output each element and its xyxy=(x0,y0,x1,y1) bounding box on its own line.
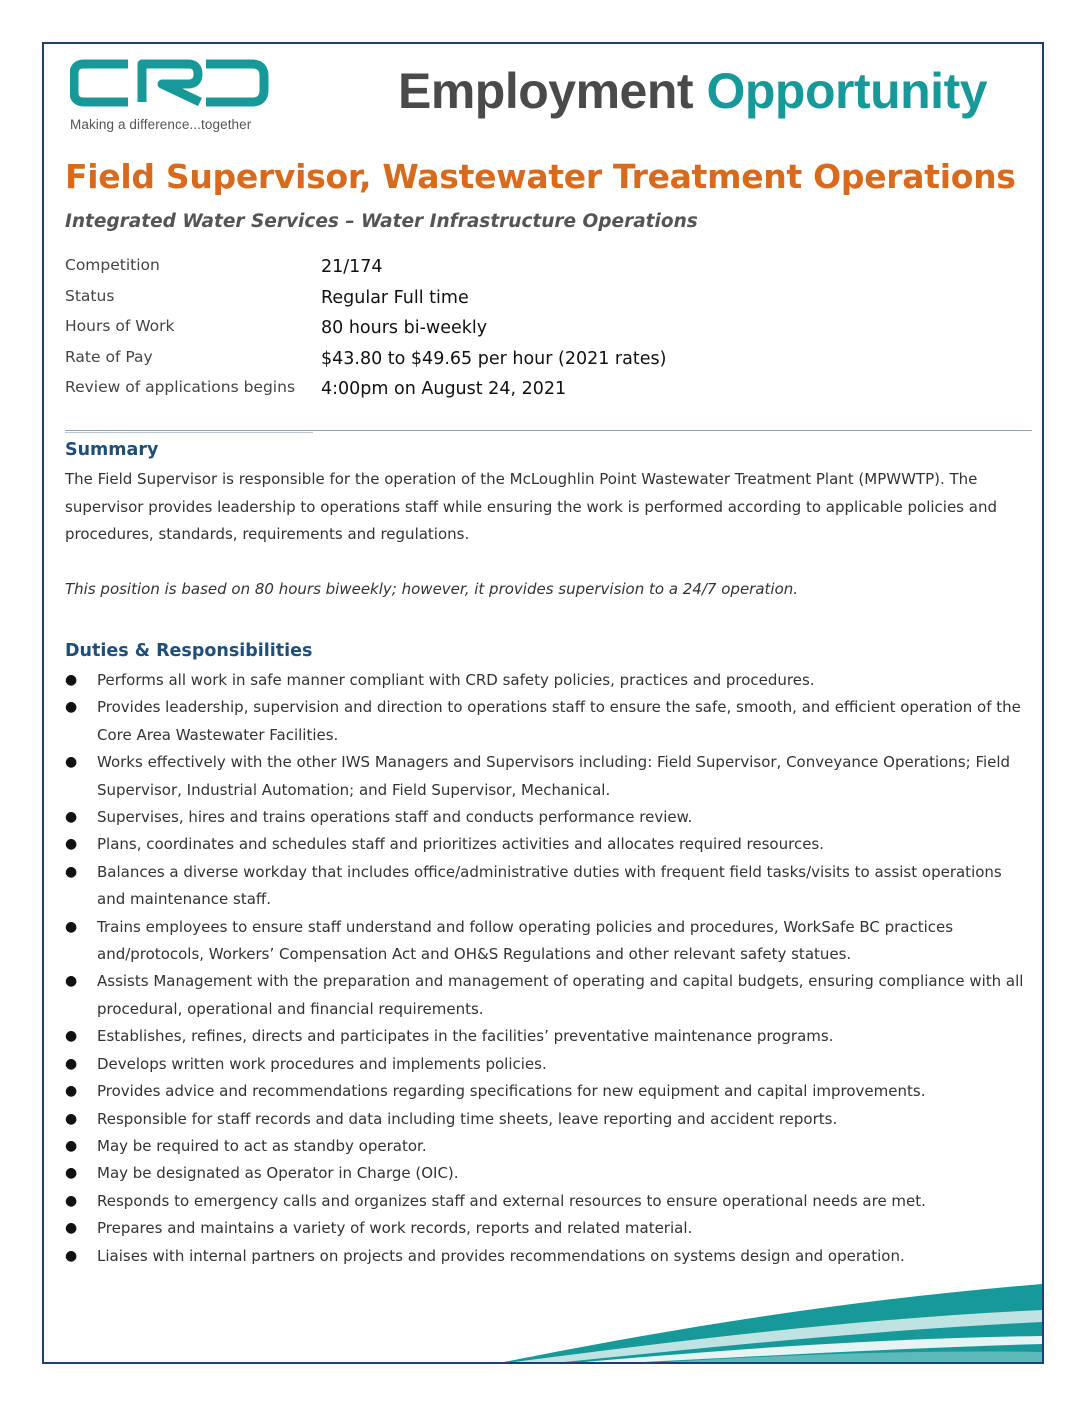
job-details-table xyxy=(65,255,765,408)
list-item xyxy=(65,1215,1025,1242)
duty-text: Assists Management with the preparation and management of operating and capital budgets, ensuring compliance with all procedural, operational and financial requirements. xyxy=(97,972,1024,1018)
bullet-dot-icon: ● xyxy=(65,1220,78,1237)
bullet-dot-icon: ● xyxy=(65,1055,78,1072)
summary-heading: Summary xyxy=(65,440,159,460)
bullet-dot-icon: ● xyxy=(65,1192,78,1209)
bullet-dot-icon: ● xyxy=(65,1137,78,1154)
list-item xyxy=(65,831,1025,858)
detail-label: Rate of Pay xyxy=(65,347,153,366)
bullet-dot-icon: ● xyxy=(65,699,78,716)
detail-label: Hours of Work xyxy=(65,317,175,335)
detail-row-status xyxy=(65,286,765,317)
list-item xyxy=(65,694,1025,749)
duty-text: Balances a diverse workday that includes office/administrative duties with frequent field tasks/visits to assist operations and maintenance staff. xyxy=(97,862,1002,909)
list-item xyxy=(65,1023,1025,1050)
list-item xyxy=(65,1243,1025,1270)
bullet-dot-icon: ● xyxy=(65,754,78,771)
duty-text: Supervises, hires and trains operations staff and conducts performance review. xyxy=(97,808,693,827)
duty-text: May be required to act as standby operator. xyxy=(97,1136,427,1155)
bullet-dot-icon: ● xyxy=(65,973,78,990)
detail-value: 4:00pm on August 24, 2021 xyxy=(321,379,567,399)
bullet-dot-icon: ● xyxy=(65,836,78,853)
detail-value: 21/174 xyxy=(321,257,383,277)
list-item xyxy=(65,1160,1025,1187)
duty-text: Responds to emergency calls and organizes staff and external resources to ensure operational needs are met. xyxy=(97,1191,926,1210)
duty-text: Liaises with internal partners on projects and provides recommendations on systems design and operation. xyxy=(97,1246,905,1265)
section-divider-accent xyxy=(65,432,313,433)
list-item xyxy=(65,1133,1025,1160)
duty-text: Provides leadership, supervision and direction to operations staff to ensure the safe, smooth, and efficient operation of the Core Area Wastewater Facilities. xyxy=(97,698,1021,744)
bullet-dot-icon: ● xyxy=(65,863,78,880)
bullet-dot-icon: ● xyxy=(65,1247,78,1264)
detail-value: $43.80 to $49.65 per hour (2021 rates) xyxy=(321,348,667,369)
list-item xyxy=(65,859,1025,914)
duties-list xyxy=(65,667,1025,1270)
decorative-wave xyxy=(44,1270,1042,1362)
department-subtitle: Integrated Water Services – Water Infrastructure Operations xyxy=(65,211,698,232)
banner-word-opportunity: Opportunity xyxy=(706,63,988,119)
duties-heading: Duties & Responsibilities xyxy=(65,641,313,661)
job-title: Field Supervisor, Wastewater Treatment Operations xyxy=(65,157,1016,196)
detail-label: Competition xyxy=(65,256,160,274)
duty-text: Develops written work procedures and implements policies. xyxy=(97,1054,547,1073)
detail-row-review xyxy=(65,377,765,408)
detail-row-hours xyxy=(65,316,765,347)
list-item xyxy=(65,1078,1025,1105)
duty-text: Performs all work in safe manner compliant with CRD safety policies, practices and procedures. xyxy=(97,671,815,689)
list-item xyxy=(65,749,1025,804)
detail-row-rate xyxy=(65,347,765,378)
bullet-dot-icon: ● xyxy=(65,918,78,935)
detail-label: Status xyxy=(65,286,115,305)
list-item xyxy=(65,1188,1025,1215)
logo-tagline: Making a difference...together xyxy=(70,117,252,132)
summary-note: This position is based on 80 hours biweekly; however, it provides supervision to a 24/7 operation. xyxy=(65,580,799,598)
duty-text: May be designated as Operator in Charge (OIC). xyxy=(97,1164,459,1183)
detail-value: 80 hours bi-weekly xyxy=(321,318,488,338)
bullet-dot-icon: ● xyxy=(65,1083,78,1100)
duty-text: Works effectively with the other IWS Managers and Supervisors including: Field Supervisor, Conveyance Operations; Field Supervisor, Industrial Automation; and Field Supervisor, Mechanical. xyxy=(97,753,1011,799)
detail-value: Regular Full time xyxy=(321,287,469,308)
section-divider xyxy=(65,430,1032,431)
list-item xyxy=(65,1106,1025,1133)
bullet-dot-icon: ● xyxy=(65,672,78,688)
duty-text: Plans, coordinates and schedules staff and prioritizes activities and allocates required resources. xyxy=(97,835,825,854)
list-item xyxy=(65,914,1025,969)
duty-text: Prepares and maintains a variety of work records, reports and related material. xyxy=(97,1219,693,1238)
list-item xyxy=(65,804,1025,831)
duty-text: Responsible for staff records and data including time sheets, leave reporting and accident reports. xyxy=(97,1109,838,1128)
detail-row-competition xyxy=(65,255,765,286)
banner-word-employment: Employment xyxy=(398,63,694,119)
list-item xyxy=(65,1051,1025,1078)
bullet-dot-icon: ● xyxy=(65,1028,78,1045)
summary-text: The Field Supervisor is responsible for the operation of the McLoughlin Point Wastewater Treatment Plant (MPWWTP). The supervisor provides leadership to operations staff while ensuring the work is performed according to applicable policies and procedures, standards, requirements and regulations. xyxy=(65,470,997,543)
list-item xyxy=(65,667,1025,694)
list-item xyxy=(65,968,1025,1023)
duty-text: Establishes, refines, directs and participates in the facilities’ preventative maintenance programs. xyxy=(97,1027,834,1046)
bullet-dot-icon: ● xyxy=(65,1165,78,1182)
detail-label: Review of applications begins xyxy=(65,378,296,396)
bullet-dot-icon: ● xyxy=(65,1110,78,1127)
duty-text: Trains employees to ensure staff understand and follow operating policies and procedures, WorkSafe BC practices and/protocols, Workers’ Compensation Act and OH&S Regulations and other relevant safety statues. xyxy=(97,917,954,964)
bullet-dot-icon: ● xyxy=(65,809,78,826)
employment-opportunity-banner xyxy=(398,62,987,120)
duty-text: Provides advice and recommendations regarding specifications for new equipment and capital improvements. xyxy=(97,1082,926,1101)
